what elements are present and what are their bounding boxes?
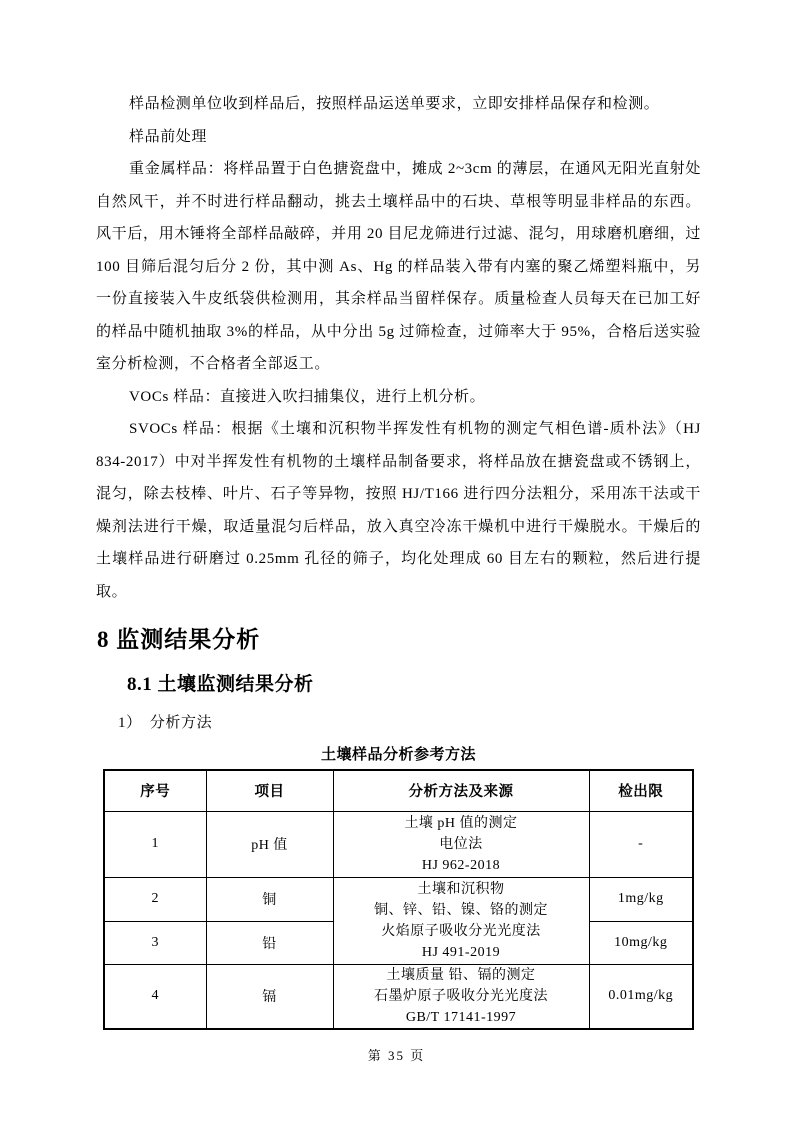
- cell-item: 铅: [206, 921, 333, 964]
- table-header-row: [104, 770, 693, 811]
- cell-item: 镉: [206, 964, 333, 1029]
- method-line: 土壤和沉积物: [417, 881, 505, 897]
- cell-no: 4: [104, 964, 206, 1029]
- table-title: 土壤样品分析参考方法: [320, 747, 476, 763]
- cell-no: 2: [104, 877, 206, 921]
- col-header-method: 分析方法及来源: [333, 770, 589, 811]
- table-row-ph: [104, 811, 693, 877]
- cell-item: pH 值: [206, 811, 333, 877]
- cell-limit: -: [589, 811, 693, 877]
- method-line: 火焰原子吸收分光光度法: [381, 923, 541, 939]
- method-line: GB/T 17141-1997: [405, 1009, 517, 1025]
- paragraph-sample-receive: 样品检测单位收到样品后，按照样品运送单要求，立即安排样品保存和检测。: [129, 96, 660, 112]
- analysis-method-table: [103, 769, 694, 1030]
- section-heading: 8 监测结果分析: [97, 627, 261, 652]
- cell-method: [333, 964, 589, 1029]
- list-item-analysis-method: 1） 分析方法: [118, 715, 213, 731]
- cell-limit: 1mg/kg: [589, 877, 693, 921]
- col-header-item: 项目: [206, 770, 333, 811]
- paragraph-vocs: VOCs 样品：直接进入吹扫捕集仪，进行上机分析。: [129, 388, 486, 405]
- method-line: 土壤质量 铅、镉的测定: [386, 967, 536, 983]
- cell-no: 1: [104, 811, 206, 877]
- method-line: 铜、锌、铅、镍、铬的测定: [374, 902, 548, 918]
- subsection-heading: 8.1 土壤监测结果分析: [127, 674, 314, 695]
- cell-limit: 10mg/kg: [589, 921, 693, 964]
- method-line: HJ 491-2019: [421, 944, 501, 960]
- paragraph-svocs: SVOCs 样品：根据《土壤和沉积物半挥发性有机物的测定气相色谱-质朴法》（HJ 834-2017）中对半挥发性有机物的土壤样品制备要求，将样品放在搪瓷盘或不锈钢上，混匀，除去枝棒、叶片、石子等异物，按照 HJ/T166 进行四分法粗分，采用冻干法或干燥剂法进行干燥，取适量混匀后样品，放入真空冷冻干燥机中进行干燥脱水。干燥后的土壤样品进行研磨过 0.25mm 孔径的筛子，均化处理成 60 目左右的颗粒，然后进行提取。: [96, 421, 701, 600]
- cell-no: 3: [104, 921, 206, 964]
- method-line: HJ 962-2018: [421, 857, 501, 873]
- paragraph-heavy-metal: 重金属样品：将样品置于白色搪瓷盘中，摊成 2~3cm 的薄层，在通风无阳光直射处自然风干，并不时进行样品翻动，挑去土壤样品中的石块、草根等明显非样品的东西。风干后，用木锤将全部样品敲碎，并用 20 目尼龙筛进行过滤、混匀，用球磨机磨细，过 100 目筛后混匀后分 2 份，其中测 As、Hg 的样品装入带有内塞的聚乙烯塑料瓶中，另一份直接装入牛皮纸袋供检测用，其余样品当留样保存。质量检查人员每天在已加工好的样品中随机抽取 3%的样品，从中分出 5g 过筛检查，过筛率大于 95%，合格后送实验室分析检测，不合格者全部返工。: [96, 161, 701, 372]
- cell-method: [333, 811, 589, 877]
- method-line: 石墨炉原子吸收分光光度法: [374, 988, 548, 1004]
- cell-method-merged: [333, 877, 589, 964]
- col-header-limit: 检出限: [589, 770, 693, 811]
- document-content: [96, 88, 701, 1030]
- method-line: 土壤 pH 值的测定: [404, 815, 518, 831]
- cell-item: 铜: [206, 877, 333, 921]
- paragraph-pretreatment-title: 样品前处理: [129, 128, 208, 145]
- table-row-cadmium: [104, 964, 693, 1029]
- col-header-index: 序号: [104, 770, 206, 811]
- cell-limit: 0.01mg/kg: [589, 964, 693, 1029]
- page-number: 第 35 页: [367, 1048, 426, 1063]
- table-row-copper: [104, 877, 693, 921]
- method-line: 电位法: [439, 836, 483, 852]
